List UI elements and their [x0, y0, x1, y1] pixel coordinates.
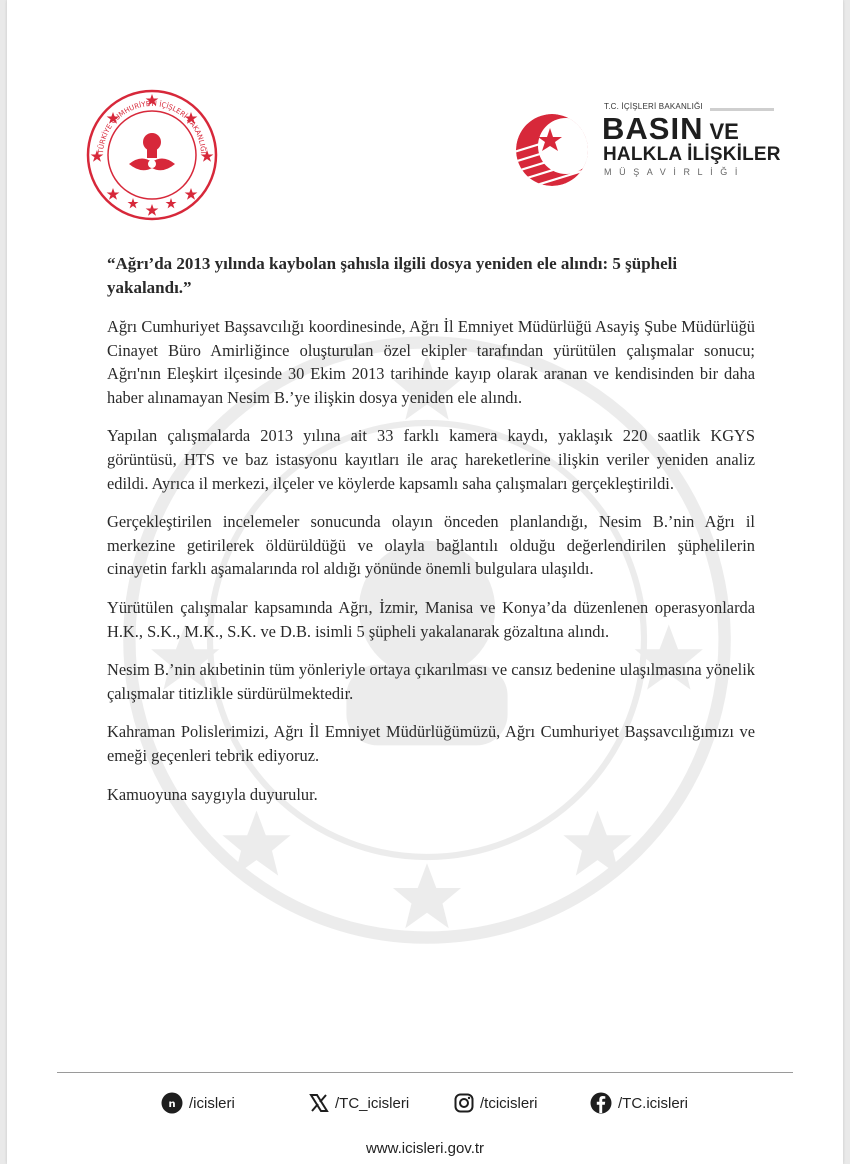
website-link[interactable]: www.icisleri.gov.tr: [365, 1140, 485, 1157]
social-instagram-label: /tcicisleri: [480, 1094, 538, 1112]
social-nsosyal[interactable]: [161, 1089, 235, 1117]
social-facebook[interactable]: [590, 1089, 688, 1117]
nsosyal-icon: [161, 1092, 183, 1114]
logo-line-1: [602, 111, 739, 147]
logo-ve: VE: [709, 119, 739, 144]
press-release-page: [7, 0, 843, 1164]
crescent-star-emblem-icon: [512, 106, 594, 188]
paragraph-6: Kahraman Polislerimizi, Ağrı İl Emniyet Müdürlüğümüzü, Ağrı Cumhuriyet Başsavcılığımızı ve emeği geçenleri tebrik ediyoruz.: [107, 722, 755, 765]
social-facebook-label: /TC.icisleri: [618, 1094, 688, 1112]
ministry-name: T.C. İÇİŞLERİ BAKANLIĞI: [604, 102, 703, 111]
social-instagram[interactable]: [454, 1089, 538, 1117]
logo-basin: BASIN: [602, 111, 704, 146]
paragraph-3: Gerçekleştirilen incelemeler sonucunda olayın önceden planlandığı, Nesim B.’nin Ağrı il merkezine getirilerek öldürüldüğü ve olayla bağlantılı olduğu değerlendirilen şüphelilerin cinayetin farklı aşamalarında rol aldığı yönünde önemli bulgulara ulaşıldı.: [107, 512, 755, 579]
instagram-icon: [454, 1093, 474, 1113]
press-office-logo: [512, 100, 782, 190]
svg-text:n: n: [168, 1099, 176, 1110]
ministry-seal-icon: [85, 88, 219, 222]
paragraph-4: Yürütülen çalışmalar kapsamında Ağrı, İzmir, Manisa ve Konya’da düzenlenen operasyonlarda H.K., S.K., M.K., S.K. ve D.B. isimli 5 şüpheli yakalanarak gözaltına alındı.: [107, 597, 755, 641]
social-x-label: /TC_icisleri: [335, 1094, 410, 1112]
x-icon: [309, 1093, 329, 1113]
paragraph-5: Nesim B.’nin akıbetinin tüm yönleriyle ortaya çıkarılması ve cansız bedenine ulaşılmasına yönelik çalışmalar titizlikle sürdürülmektedir.: [107, 660, 755, 703]
social-x[interactable]: [309, 1089, 409, 1117]
document-title: “Ağrı’da 2013 yılında kaybolan şahısla ilgili dosya yeniden ele alındı: 5 şüpheli yakalandı.”: [107, 254, 678, 297]
footer-divider: [57, 1072, 793, 1073]
facebook-icon: [590, 1092, 612, 1114]
document-body: [107, 252, 755, 821]
social-links: [7, 1089, 843, 1117]
paragraph-2: Yapılan çalışmalarda 2013 yılına ait 33 farklı kamera kaydı, yaklaşık 220 saatlik KGYS görüntüsü, HTS ve baz istasyonu kayıtları ile araç hareketlerine ilişkin veriler yeniden analiz edildi. Ayrıca il merkezi, ilçeler ve köylerde kapsamlı saha çalışmaları gerçekleştirildi.: [107, 426, 755, 493]
logo-line-3: MÜŞAVİRLİĞİ: [604, 167, 745, 177]
social-nsosyal-label: /icisleri: [189, 1094, 235, 1112]
logo-line-2: HALKLA İLİŞKİLER: [603, 144, 781, 165]
paragraph-1: Ağrı Cumhuriyet Başsavcılığı koordinesinde, Ağrı İl Emniyet Müdürlüğü Asayiş Şube Müdürlüğü Cinayet Büro Amirliğince oluşturulan özel ekipler tarafından yürütülen çalışmalar sonucu; Ağrı'nın Eleşkirt ilçesinde 30 Ekim 2013 tarihinde kayıp olarak aranan ve kendisinden bir daha haber alınamayan Nesim B.’ye ilişkin dosya yeniden ele alındı.: [107, 317, 755, 407]
seal-text: TÜRKİYE CUMHURİYETİ İÇİŞLERİ BAKANLIĞI: [96, 99, 207, 154]
closing-line: Kamuoyuna saygıyla duyurulur.: [107, 784, 318, 804]
